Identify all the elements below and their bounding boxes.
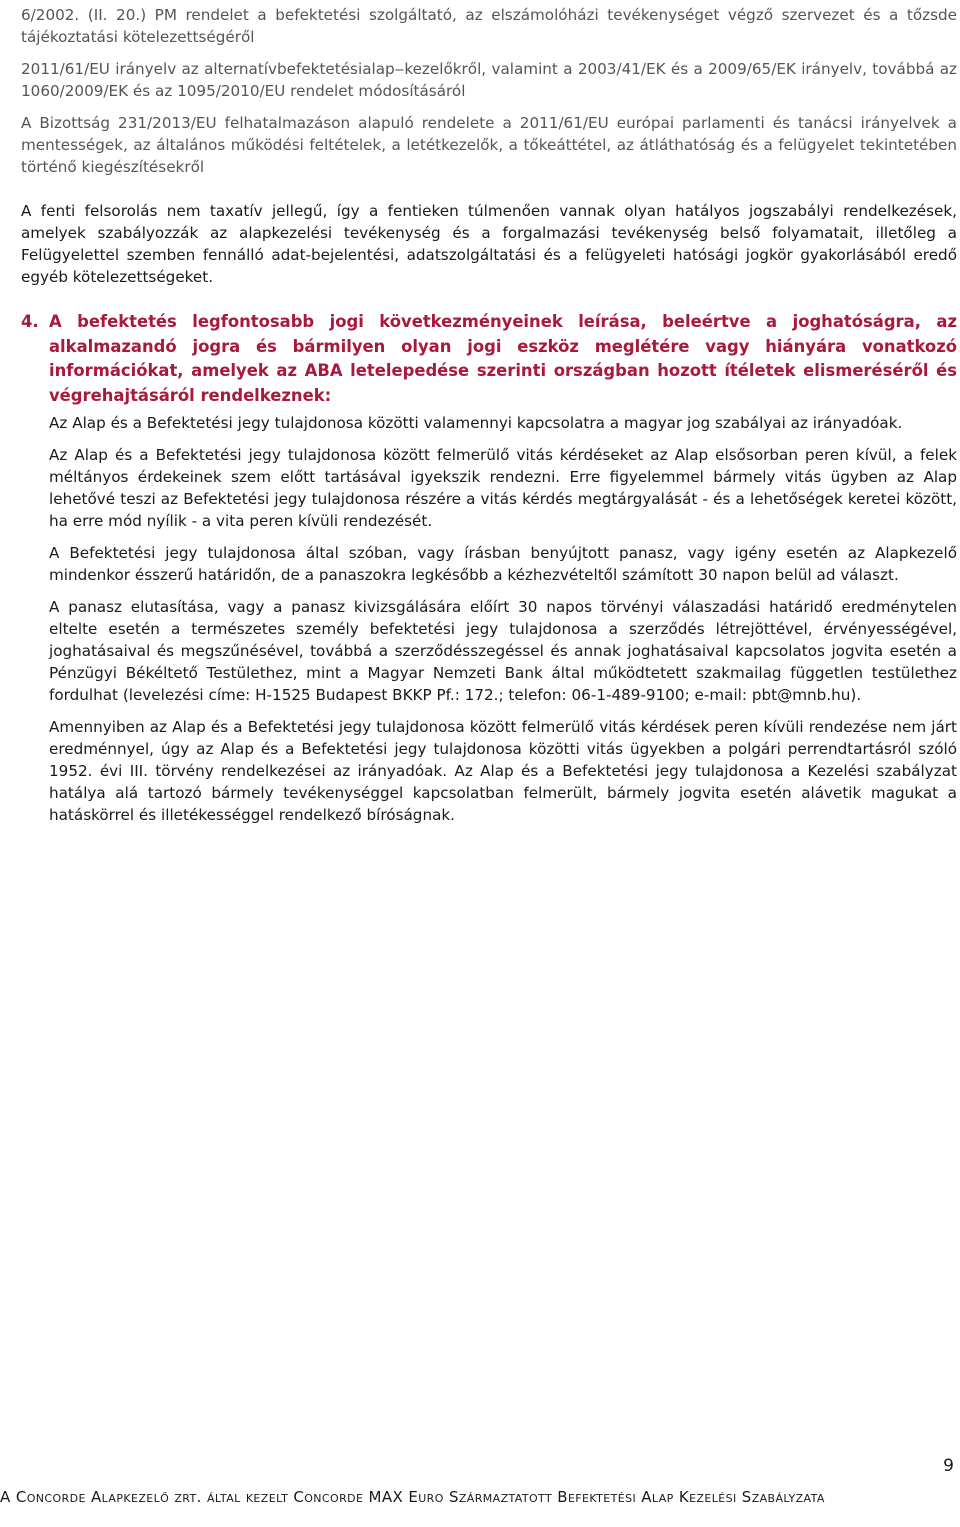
section-paragraph: Az Alap és a Befektetési jegy tulajdonosa között felmerülő vitás kérdéseket az Alap elsősorban peren kívül, a felek méltányos érdekeinek szem előtt tartásával igyekszik rendezni. Erre figyelemmel bármely vitás ügyben az Alap lehetővé teszi az Befektetési jegy tulajdonosa részére a vitás kérdés megtárgyalását - és a lehetőségek keretei között, ha erre mód nyílik - a vita peren kívüli rendezését. bbox=[49, 446, 957, 530]
section-paragraph: Az Alap és a Befektetési jegy tulajdonosa közötti valamennyi kapcsolatra a magyar jog szabályai az irányadóak. bbox=[49, 414, 903, 432]
regulation-list bbox=[21, 4, 957, 288]
page-footer: A Concorde Alapkezelő zrt. által kezelt Concorde MAX Euro Származtatott Befektetési Alap Kezelési Szabályzata bbox=[0, 1488, 825, 1506]
section-title: A befektetés legfontosabb jogi következményeinek leírása, beleértve a joghatóságra, az alkalmazandó jogra és bármilyen olyan jogi eszköz meglétére vagy hiányára vonatkozó információkat, amelyek az ABA letelepedése szerinti országban hozott ítéletek elismeréséről és végrehajtásáról rendelkeznek: bbox=[49, 312, 957, 405]
section-paragraph: Amennyiben az Alap és a Befektetési jegy tulajdonosa között felmerülő vitás kérdések peren kívüli rendezése nem járt eredménnyel, úgy az Alap és a Befektetési jegy tulajdonosa közötti vitás ügyekben a polgári perrendtartásról szóló 1952. évi III. törvény rendelkezései az irányadóak. Az Alap és a Befektetési jegy tulajdonosa a Kezelési szabályzat hatálya alá tartozó bármely tevékenységgel kapcsolatban felmerült, bármely jogvita esetén alávetik magukat a hatáskörrel és illetékességgel rendelkező bíróságnak. bbox=[49, 718, 957, 824]
page-number: 9 bbox=[943, 1456, 954, 1476]
document-body bbox=[21, 4, 957, 826]
regulation-item: 6/2002. (II. 20.) PM rendelet a befektetési szolgáltató, az elszámolóházi tevékenységet végző szervezet és a tőzsde tájékoztatási kötelezettségéről bbox=[21, 6, 957, 46]
section-paragraph: A Befektetési jegy tulajdonosa által szóban, vagy írásban benyújtott panasz, vagy igény esetén az Alapkezelő mindenkor ésszerű határidőn, de a panaszokra legkésőbb a kézhezvételtől számított 30 napon belül ad választ. bbox=[49, 544, 957, 584]
section-heading bbox=[21, 310, 957, 408]
section-body bbox=[21, 412, 957, 826]
regulation-note: A fenti felsorolás nem taxatív jellegű, így a fentieken túlmenően vannak olyan hatályos jogszabályi rendelkezések, amelyek szabályozzák az alapkezelési tevékenység és a forgalmazási tevékenység belső folyamatait, illetőleg a Felügyelettel szemben fennálló adat-bejelentési, adatszolgáltatási és a felügyeleti hatósági jogkör gyakorlásából eredő egyéb kötelezettségeket. bbox=[21, 202, 957, 286]
regulation-item: 2011/61/EU irányelv az alternatívbefektetésialap‒kezelőkről, valamint a 2003/41/EK és a 2009/65/EK irányelv, továbbá az 1060/2009/EK és az 1095/2010/EU rendelet módosításáról bbox=[21, 60, 957, 100]
section-number: 4. bbox=[21, 312, 39, 331]
regulation-item: A Bizottság 231/2013/EU felhatalmazáson alapuló rendelete a 2011/61/EU európai parlamenti és tanácsi irányelvek a mentességek, az általános működési feltételek, a letétkezelők, a tőkeáttétel, az átláthatóság és a felügyelet tekintetében történő kiegészítésekről bbox=[21, 114, 957, 176]
section-paragraph: A panasz elutasítása, vagy a panasz kivizsgálására előírt 30 napos törvényi válaszadási határidő eredménytelen eltelte esetén a természetes személy befektetési jegy tulajdonosa a szerződés létrejöttével, érvényességével, joghatásaival és megszűnésével, továbbá a szerződésszegéssel és annak joghatásaival kapcsolatos jogvita esetén a Pénzügyi Békéltető Testülethez, mint a Magyar Nemzeti Bank által működtetett szakmailag független testülethez fordulhat (levelezési címe: H-1525 Budapest BKKP Pf.: 172.; telefon: 06-1-489-9100; e-mail: pbt@mnb.hu). bbox=[49, 598, 957, 704]
